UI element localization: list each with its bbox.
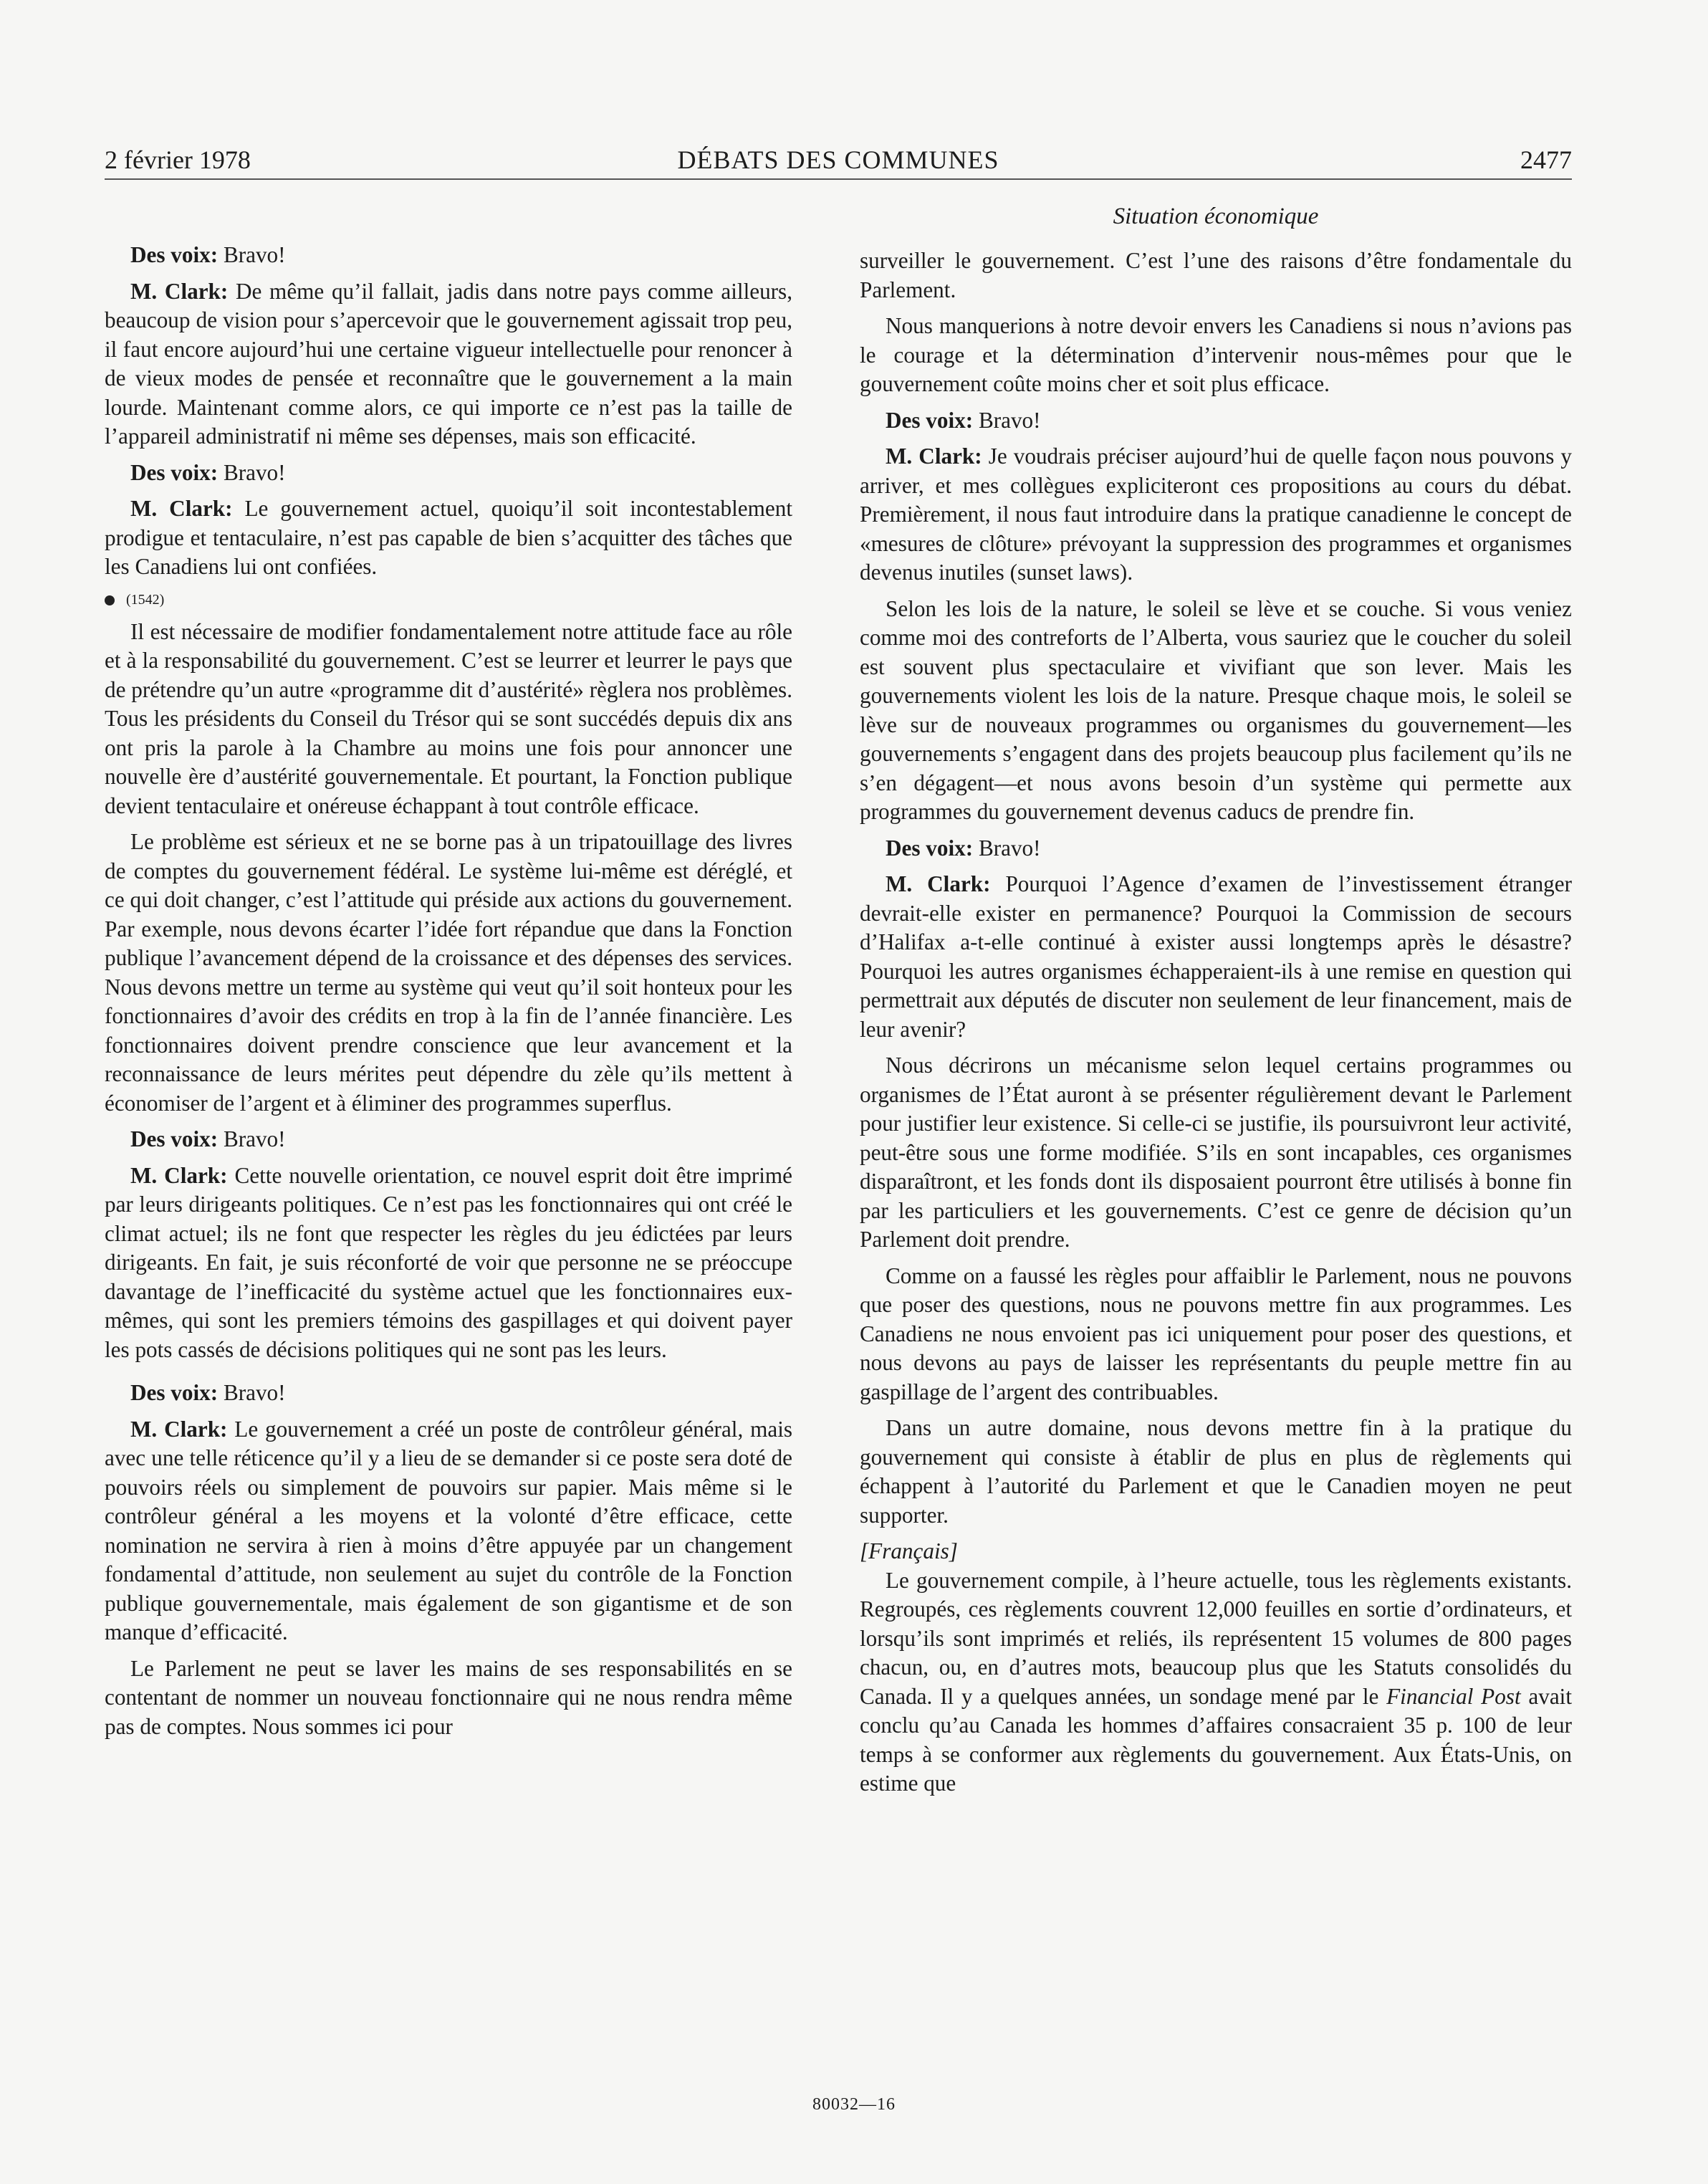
paragraph: Comme on a faussé les règles pour affaiblir le Parlement, nous ne pouvons que poser des questions, nous ne pouvons mettre fin aux programmes. Les Canadiens ne nous envoient pas ici uniquement pour poser des questions, et nous devons au pays de laisser les représentants du peuple mettre fin au gaspillage de l’argent des contribuables. [860,1263,1572,1404]
paragraph-text: Bravo! [218,1126,286,1151]
speaker-name: Des voix: [130,1126,219,1151]
paragraph [105,1162,792,1365]
paragraph [105,494,792,582]
paragraph: Nous décrirons un mécanisme selon lequel certains programmes ou organismes de l’État auront à se présenter régulièrement devant le Parlement pour justifier leur existence. Si celle-ci se justifie, ils poursuivront leur activité, peut-être sous une forme modifiée. S’ils en sont incapables, ces organismes disparaîtront, et les fonds dont ils disposaient pourront être utilisés à bonne fin par les particuliers et les gouvernements. C’est ce genre de décision qu’un Parlement doit prendre. [860,1053,1572,1252]
time-marker [105,589,792,610]
speaker-name: Des voix: [130,1380,219,1405]
speaker-name: M. Clark: [130,496,233,521]
page-footer: 80032—16 [812,2095,896,2114]
speaker-name: Des voix: [886,407,974,433]
paragraph: Selon les lois de la nature, le soleil se lève et se couche. Si vous veniez comme moi des contreforts de l’Alberta, vous sauriez que le coucher du soleil est souvent plus spectaculaire et vivifiant que son lever. Mais les gouvernements violent les lois de la nature. Presque chaque mois, le soleil se lève sur de nouveaux programmes ou organismes du gouvernement—les gouvernements s’engagent dans des projets beaucoup plus facilement qu’ils ne s’en dégagent—et nous avons besoin d’un système qui permette aux programmes du gouvernement devenus caducs de prendre fin. [860,595,1572,824]
speaker-name: Des voix: [886,835,974,861]
page-header [105,142,1572,178]
language-label: Français [868,1538,949,1563]
paragraph-text: Le gouvernement compile, à l’heure actuelle, tous les règlements existants. Regroupés, ces règlements couvrent 12,000 feuilles en sortie d’ordinateurs, et lorsqu’ils sont imprimés et reliés, ils représentent 15 volumes de 800 pages chacun, ou, en d’autres mots, beaucoup plus que les Statuts consolidés du Canada. Il y a quelques années, un sondage mené par le [860,1567,1572,1709]
publication-title: Financial Post [1386,1683,1521,1709]
paragraph-text: Bravo! [218,1380,286,1405]
speaker-name: M. Clark: [886,444,982,469]
paragraph [105,1415,792,1647]
paragraph [860,834,1572,863]
paragraph-text: Je voudrais préciser aujourd’hui de quelle façon nous pouvons y arriver, et mes collègues expliciteront ces propositions au cours du débat. Premièrement, il nous faut introduire dans la pratique canadienne le concept de «mesures de clôture» prévoyant la suppression des programmes et organismes devenus inutiles (sunset laws). [860,444,1572,585]
paragraph-text: Bravo! [973,835,1041,861]
section-title: Situation économique [1113,203,1319,229]
paragraph-text: De même qu’il fallait, jadis dans notre pays comme ailleurs, beaucoup de vision pour s’apercevoir que le gouvernement agissait trop peu, il faut encore aujourd’hui une certaine vigueur intellectuelle pour renoncer à de vieux modes de pensée et reconnaître que le gouvernement a la main lourde. Maintenant comme alors, ce qui importe ce n’est pas la taille de l’appareil administratif ni même ses dépenses, mais son efficacité. [105,278,792,449]
time-marker-label: (1542) [126,591,165,608]
paragraph [105,1379,792,1408]
paragraph-text: Bravo! [218,242,286,267]
paragraph: Nous manquerions à notre devoir envers les Canadiens si nous n’avions pas le courage et la détermination d’intervenir nous-mêmes pour que le gouvernement coûte moins cher et soit plus efficace. [860,313,1572,396]
speaker-name: Des voix: [130,459,219,485]
speaker-name: M. Clark: [130,278,229,304]
paragraph-text: Pourquoi l’Agence d’examen de l’investissement étranger devrait-elle exister en permanence? Pourquoi la Commission de secours d’Halifax a-t-elle continué à exister aussi longtemps après le désastre? Pourquoi les autres organismes échapperaient-ils à une remise en question qui permettrait aux députés de discuter non seulement de leur financement, mais de leur avenir? [860,871,1572,1042]
bullet-icon [105,595,115,605]
paragraph [860,406,1572,436]
paragraph-text: Cette nouvelle orientation, ce nouvel esprit doit être imprimé par leurs dirigeants politiques. Ce n’est pas les fonctionnaires qui ont créé le climat actuel; ils ne font que respecter les règles du jeu édictées par leurs dirigeants. En fait, je suis réconforté de voir que personne ne se préoccupe davantage de l’inefficacité du système actuel que les fonctionnaires eux-mêmes, qui sont les premiers témoins des gaspillages et qui doivent payer les pots cassés de décisions politiques qui ne sont pas les leurs. [105,1162,792,1362]
language-marker [860,1537,1572,1566]
paragraph-text: Bravo! [218,459,286,485]
paragraph: surveiller le gouvernement. C’est l’une des raisons d’être fondamentale du Parlement. [860,248,1572,302]
paragraph [105,1125,792,1154]
right-column [860,246,1572,1806]
header-title: DÉBATS DES COMMUNES [677,145,999,174]
paragraph-text: avait conclu qu’au Canada les hommes d’affaires consacraient 35 p. 100 de leur temps à se conformer aux règlements du gouvernement. Aux États-Unis, on estime que [860,1683,1573,1796]
paragraph-text: Le gouvernement a créé un poste de contrôleur général, mais avec une telle réticence qu’il y a lieu de se demander si ce poste sera doté de pouvoirs réels ou simplement de pouvoirs sur papier. Mais même si le contrôleur général a les moyens et la volonté d’être efficace, cette nomination ne servira à rien à moins d’être appuyée par un changement fondamental d’attitude, non seulement au sujet du contrôle de la Fonction publique gouvernementale, mais également de son gigantisme et de son manque d’efficacité. [105,1416,792,1644]
speaker-name: M. Clark: [886,871,991,896]
paragraph-text: Bravo! [973,407,1041,433]
header-date: 2 février 1978 [105,145,251,174]
left-column [105,241,792,1748]
language-bracket: ] [949,1538,958,1563]
paragraph: Dans un autre domaine, nous devons mettre fin à la pratique du gouvernement qui consiste à établir de plus en plus de règlements qui échappent à l’autorité du Parlement et que le Canadien moyen ne peut supporter. [860,1415,1572,1528]
paragraph: Le Parlement ne peut se laver les mains de ses responsabilités en se contentant de nommer un nouveau fonctionnaire qui ne nous rendra même pas de comptes. Nous sommes ici pour [105,1655,792,1739]
paragraph: Le problème est sérieux et ne se borne pas à un tripatouillage des livres de comptes du gouvernement fédéral. Le système lui-même est déréglé, et ce qui doit changer, c’est l’attitude qui préside aux actions du gouvernement. Par exemple, nous devons écarter l’idée fort répandue que dans la Fonction publique l’avancement dépend de la croissance et des dépenses des services. Nous devons mettre un terme au système qui veut qu’il soit honteux pour les fonctionnaires d’avoir des crédits en trop à la fin de l’année financière. Les fonctionnaires doivent prendre conscience que leur avancement et la reconnaissance de leurs mérites peut dépendre du zèle qu’ils mettent à économiser de l’argent et à éliminer des programmes superflus. [105,829,792,1116]
paragraph [105,459,792,488]
paragraph [860,1566,1572,1799]
speaker-name: Des voix: [130,242,219,267]
page-number: 2477 [1520,145,1572,174]
paragraph [860,870,1572,1044]
language-bracket: [ [860,1538,869,1563]
speaker-name: M. Clark: [130,1416,228,1442]
paragraph [860,442,1572,588]
paragraph: Il est nécessaire de modifier fondamentalement notre attitude face au rôle et à la responsabilité du gouvernement. C’est se leurrer et leurrer le pays que de prétendre qu’un autre «programme dit d’austérité» règlera nos problèmes. Tous les présidents du Conseil du Trésor qui se sont succédés depuis dix ans ont pris la parole à la Chambre au moins une fois pour annoncer une nouvelle ère d’austérité gouvernementale. Et pourtant, la Fonction publique devient tentaculaire et onéreuse échappant à tout contrôle efficace. [105,618,792,818]
speaker-name: M. Clark: [130,1162,228,1188]
paragraph-text: Le gouvernement actuel, quoiqu’il soit incontestablement prodigue et tentaculaire, n’est pas capable de bien s’acquitter des tâches que les Canadiens lui ont confiées. [105,496,792,579]
header-rule [105,178,1572,180]
paragraph [105,277,792,451]
paragraph [105,241,792,270]
